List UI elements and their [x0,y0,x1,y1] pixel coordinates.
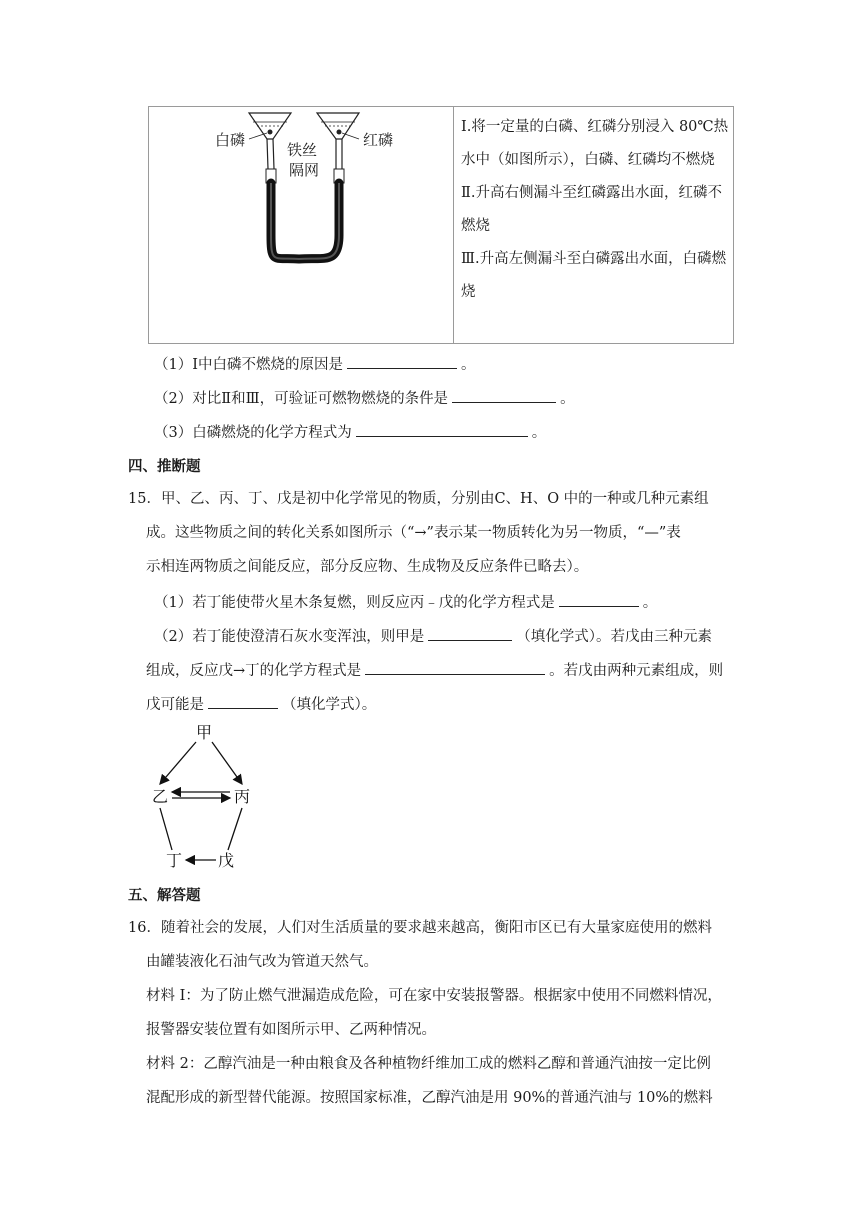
answer-blank[interactable] [559,592,639,607]
rubber-tube [271,183,339,259]
red-phosphorus-sample [337,130,342,135]
experiment-step-1: Ⅰ.将一定量的白磷、红磷分别浸入 80℃热水中（如图所示），白磷、红磷均不燃烧 [461,119,729,168]
answer-blank[interactable] [452,388,556,403]
arrow-jia-to-yi [160,742,196,784]
q15-sub1: （1）若丁能使带火星木条复燃，则反应丙﹣戊的化学方程式是 。 [154,592,657,613]
node-yi: 乙 [152,787,169,806]
node-jia: 甲 [196,723,213,742]
table-divider [453,107,454,343]
substance-relation-diagram [146,722,266,872]
q14-sub3: （3）白磷燃烧的化学方程式为 。 [154,422,546,443]
iron-wire-label: 铁丝 [287,141,318,159]
white-phosphorus-sample [268,130,273,135]
q15-stem-line3: 示相连两物质之间能反应，部分反应物、生成物及反应条件已略去）。 [146,559,589,575]
node-wu: 戊 [218,851,235,870]
answer-blank[interactable] [365,660,545,675]
q15-sub2-cont: 组成，反应戊→丁的化学方程式是 。若戊由两种元素组成，则 [146,660,723,681]
answer-blank[interactable] [208,694,278,709]
experiment-step-2: Ⅱ.升高右侧漏斗至红磷露出水面，红磷不燃烧 [461,185,722,234]
experiment-table [148,106,734,344]
line-yi-ding [160,808,172,850]
line-bing-wu [228,808,242,850]
q15-stem-line1: 15．甲、乙、丙、丁、戊是初中化学常见的物质，分别由C、H、O 中的一种或几种元素组 [128,491,709,507]
q16-line4: 报警器安装位置有如图所示甲、乙两种情况。 [146,1022,436,1038]
q16-line6: 混配形成的新型替代能源。按照国家标准，乙醇汽油是用 90%的普通汽油与 10%的燃料 [146,1090,713,1106]
white-phosphorus-label: 白磷 [215,131,246,149]
answer-blank[interactable] [347,354,457,369]
answer-blank[interactable] [356,422,528,437]
node-bing: 丙 [234,787,251,806]
q16-line5: 材料 2：乙醇汽油是一种由粮食及各种植物纤维加工成的燃料乙醇和普通汽油按一定比例 [146,1056,711,1072]
q15-sub2: （2）若丁能使澄清石灰水变浑浊，则甲是 （填化学式）。若戊由三种元素 [154,626,712,647]
arrow-jia-to-bing [212,742,242,784]
q15-stem-line2: 成。这些物质之间的转化关系如图所示（“→”表示某一物质转化为另一物质，“—”表 [146,525,681,541]
phosphorus-apparatus-figure [149,107,453,343]
q14-sub1: （1）Ⅰ中白磷不燃烧的原因是 。 [154,354,475,375]
mesh-label: 隔网 [289,161,320,179]
section-heading-inference: 四、推断题 [128,459,201,475]
node-ding: 丁 [166,851,183,870]
q15-sub2-end: 戊可能是 （填化学式）。 [146,694,376,715]
q16-line1: 16．随着社会的发展，人们对生活质量的要求越来越高，衡阳市区已有大量家庭使用的燃料 [128,920,712,936]
answer-blank[interactable] [428,626,512,641]
q14-sub2: （2）对比Ⅱ和Ⅲ，可验证可燃物燃烧的条件是 。 [154,388,575,409]
red-phosphorus-label: 红磷 [363,131,394,149]
q16-line2: 由罐装液化石油气改为管道天然气。 [146,954,378,970]
section-heading-answer: 五、解答题 [128,888,201,904]
q16-line3: 材料 I：为了防止燃气泄漏造成危险，可在家中安装报警器。根据家中使用不同燃料情况， [146,988,722,1004]
experiment-steps [461,111,729,309]
experiment-step-3: Ⅲ.升高左侧漏斗至白磷露出水面，白磷燃烧 [461,251,727,300]
